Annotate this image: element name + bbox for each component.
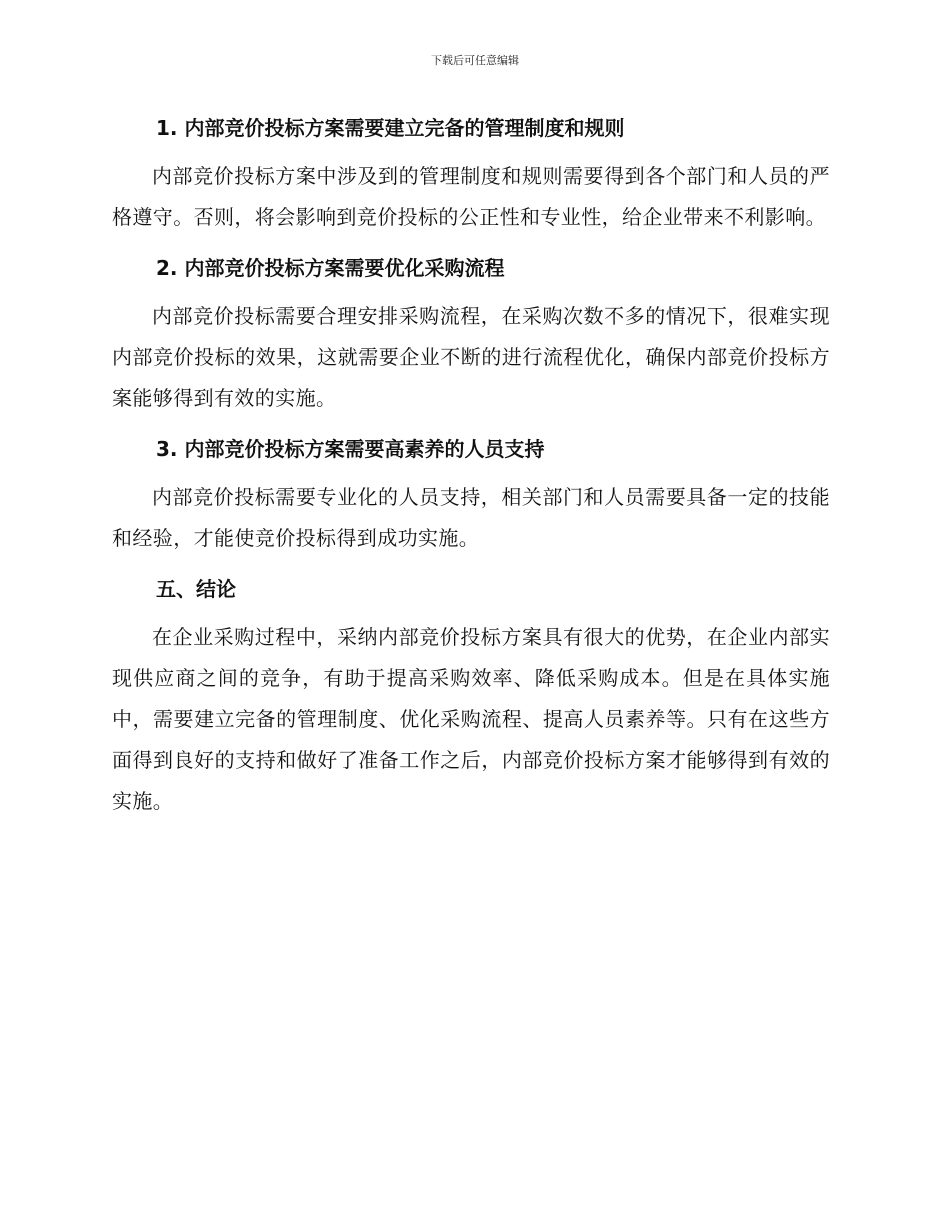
- section-paragraph: 在企业采购过程中，采纳内部竞价投标方案具有很大的优势，在企业内部实现供应商之间的竞争，有助于提高采购效率、降低采购成本。但是在具体实施中，需要建立完备的管理制度、优化采购流程、提高人员素养等。只有在这些方面得到良好的支持和做好了准备工作之后，内部竞价投标方案才能够得到有效的实施。: [112, 625, 830, 813]
- section-paragraph: 内部竞价投标需要合理安排采购流程，在采购次数不多的情况下，很难实现内部竞价投标的效果，这就需要企业不断的进行流程优化，确保内部竞价投标方案能够得到有效的实施。: [112, 304, 830, 410]
- section-paragraph: 内部竞价投标方案中涉及到的管理制度和规则需要得到各个部门和人员的严格遵守。否则，将会影响到竞价投标的公正性和专业性，给企业带来不利影响。: [112, 164, 830, 229]
- section-paragraph: 内部竞价投标需要专业化的人员支持，相关部门和人员需要具备一定的技能和经验，才能使竞价投标得到成功实施。: [112, 485, 830, 550]
- document-content: [112, 110, 830, 834]
- section-optimize-process: [112, 250, 830, 419]
- page-header-note: 下载后可任意编辑: [431, 54, 519, 67]
- section-conclusion: [112, 571, 830, 822]
- section-heading: 3. 内部竞价投标方案需要高素养的人员支持: [156, 437, 545, 461]
- section-heading: 2. 内部竞价投标方案需要优化采购流程: [156, 256, 505, 280]
- section-heading: 五、结论: [156, 577, 236, 601]
- section-management-rules: [112, 110, 830, 238]
- section-heading: 1. 内部竞价投标方案需要建立完备的管理制度和规则: [156, 116, 625, 140]
- section-personnel-support: [112, 431, 830, 559]
